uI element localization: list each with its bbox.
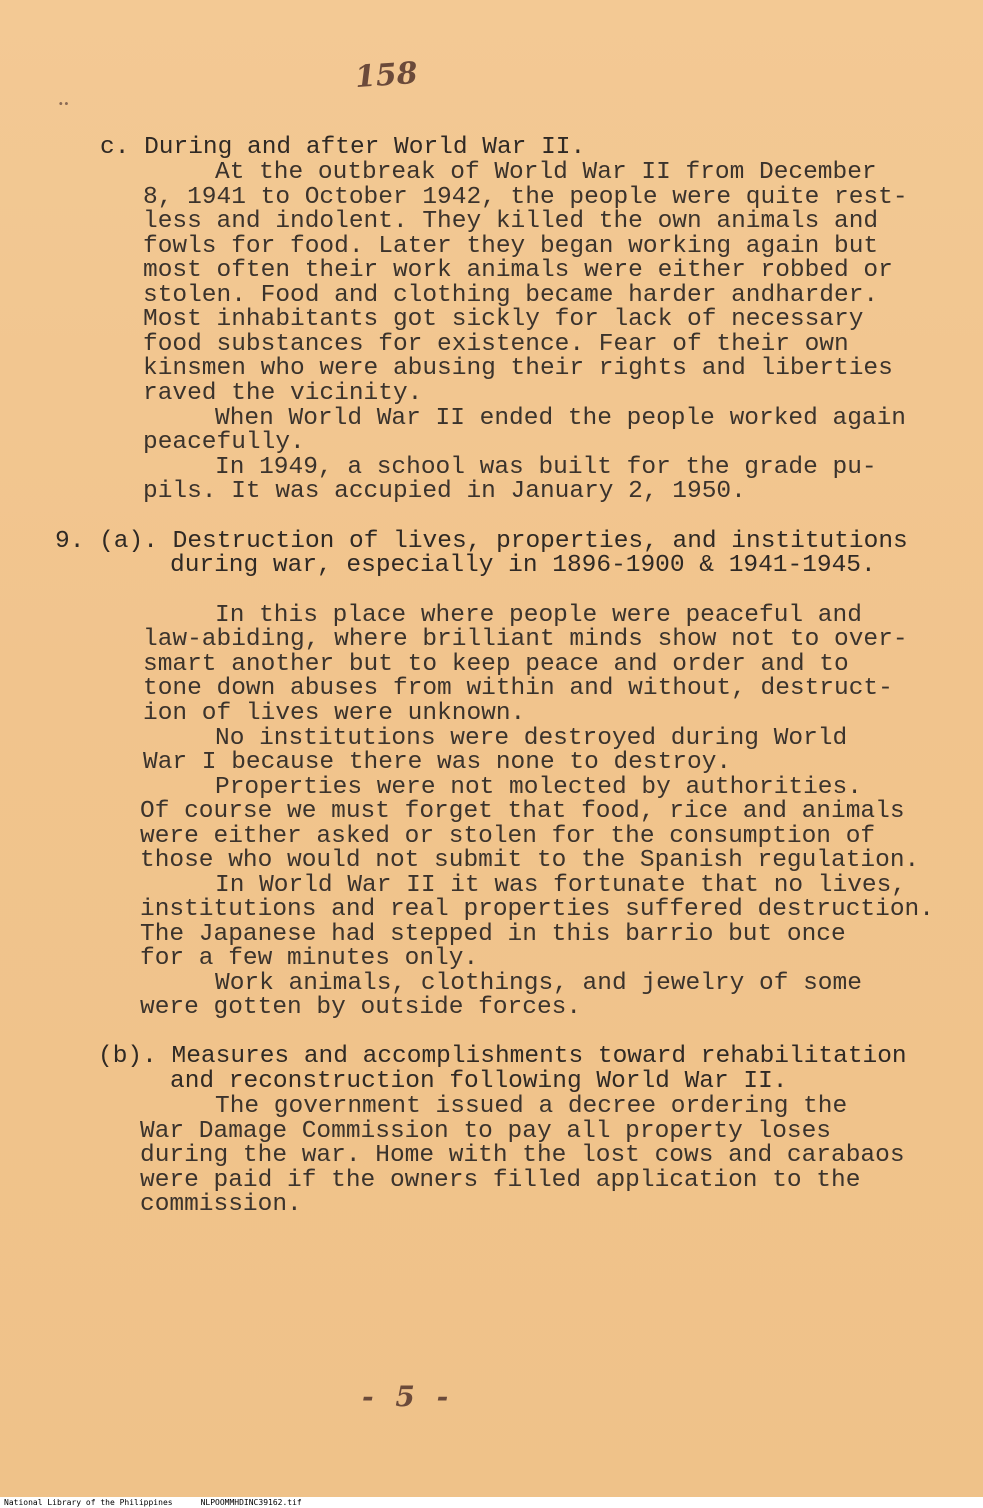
section-9a-line: for a few minutes only. bbox=[140, 945, 479, 972]
section-c-line: 8, 1941 to October 1942, the people were quite rest- bbox=[143, 184, 908, 211]
section-c-line: food substances for existence. Fear of their own bbox=[143, 331, 849, 358]
section-9a-heading-cont: during war, especially in 1896-1900 & 1941-1945. bbox=[170, 552, 876, 579]
section-c-line: When World War II ended the people worked again bbox=[215, 405, 907, 432]
section-9a-line: institutions and real properties suffered destruction. bbox=[140, 896, 934, 923]
section-9a-line: No institutions were destroyed during World bbox=[215, 725, 848, 752]
section-9a-line: War I because there was none to destroy. bbox=[143, 749, 732, 776]
section-c-line: At the outbreak of World War II from December bbox=[215, 159, 877, 186]
section-c-line: less and indolent. They killed the own animals and bbox=[143, 208, 879, 235]
section-9a-line: tone down abuses from within and without, destruct- bbox=[143, 675, 893, 702]
section-9a-line: law-abiding, where brilliant minds show not to over- bbox=[143, 626, 908, 653]
section-9a-line: Of course we must forget that food, rice and animals bbox=[140, 798, 905, 825]
archive-footer bbox=[0, 1497, 983, 1508]
section-9a-line: were gotten by outside forces. bbox=[140, 994, 582, 1021]
library-label: National Library of the Philippines bbox=[4, 1498, 173, 1507]
section-c-line: kinsmen who were abusing their rights and liberties bbox=[143, 355, 893, 382]
handwritten-page-mark: 158 bbox=[353, 55, 419, 96]
section-c-line: raved the vicinity. bbox=[143, 380, 423, 407]
margin-dots: .. bbox=[58, 90, 70, 109]
section-9a-line: In this place where people were peaceful and bbox=[215, 602, 862, 629]
section-c-line: pils. It was accupied in January 2, 1950. bbox=[143, 478, 746, 505]
section-9a-line: Work animals, clothings, and jewelry of some bbox=[215, 970, 862, 997]
section-9b-heading: (b). Measures and accomplishments toward rehabilitation bbox=[98, 1043, 907, 1070]
section-c-line: peacefully. bbox=[143, 429, 305, 456]
section-9a-line: In World War II it was fortunate that no lives, bbox=[215, 872, 907, 899]
section-c-line: stolen. Food and clothing became harder andharder. bbox=[143, 282, 879, 309]
section-9a-line: The Japanese had stepped in this barrio but once bbox=[140, 921, 846, 948]
section-9b-line: commission. bbox=[140, 1191, 302, 1218]
section-9b-line: The government issued a decree ordering the bbox=[215, 1093, 848, 1120]
section-c-line: Most inhabitants got sickly for lack of necessary bbox=[143, 306, 864, 333]
handwritten-page-number: - 5 - bbox=[362, 1380, 455, 1413]
section-9b-line: War Damage Commission to pay all property loses bbox=[140, 1118, 832, 1145]
section-c-line: fowls for food. Later they began working again but bbox=[143, 233, 879, 260]
section-9a-line: smart another but to keep peace and order and to bbox=[143, 651, 849, 678]
section-9a-line: those who would not submit to the Spanish regulation. bbox=[140, 847, 920, 874]
section-c-line: In 1949, a school was built for the grade pu- bbox=[215, 454, 877, 481]
section-9a-line: were either asked or stolen for the consumption of bbox=[140, 823, 876, 850]
section-9b-line: were paid if the owners filled application to the bbox=[140, 1167, 861, 1194]
section-c-line: most often their work animals were either robbed or bbox=[143, 257, 893, 284]
section-c-heading: c. During and after World War II. bbox=[100, 134, 586, 161]
section-9a-line: ion of lives were unknown. bbox=[143, 700, 526, 727]
section-9b-heading-cont: and reconstruction following World War II. bbox=[170, 1068, 788, 1095]
section-9b-line: during the war. Home with the lost cows and carabaos bbox=[140, 1142, 905, 1169]
section-9a-heading: 9. (a). Destruction of lives, properties, and institutions bbox=[55, 528, 908, 555]
file-code: NLPOOMMHDINC39162.tif bbox=[200, 1498, 302, 1507]
section-9a-line: Properties were not molected by authorities. bbox=[215, 774, 862, 801]
